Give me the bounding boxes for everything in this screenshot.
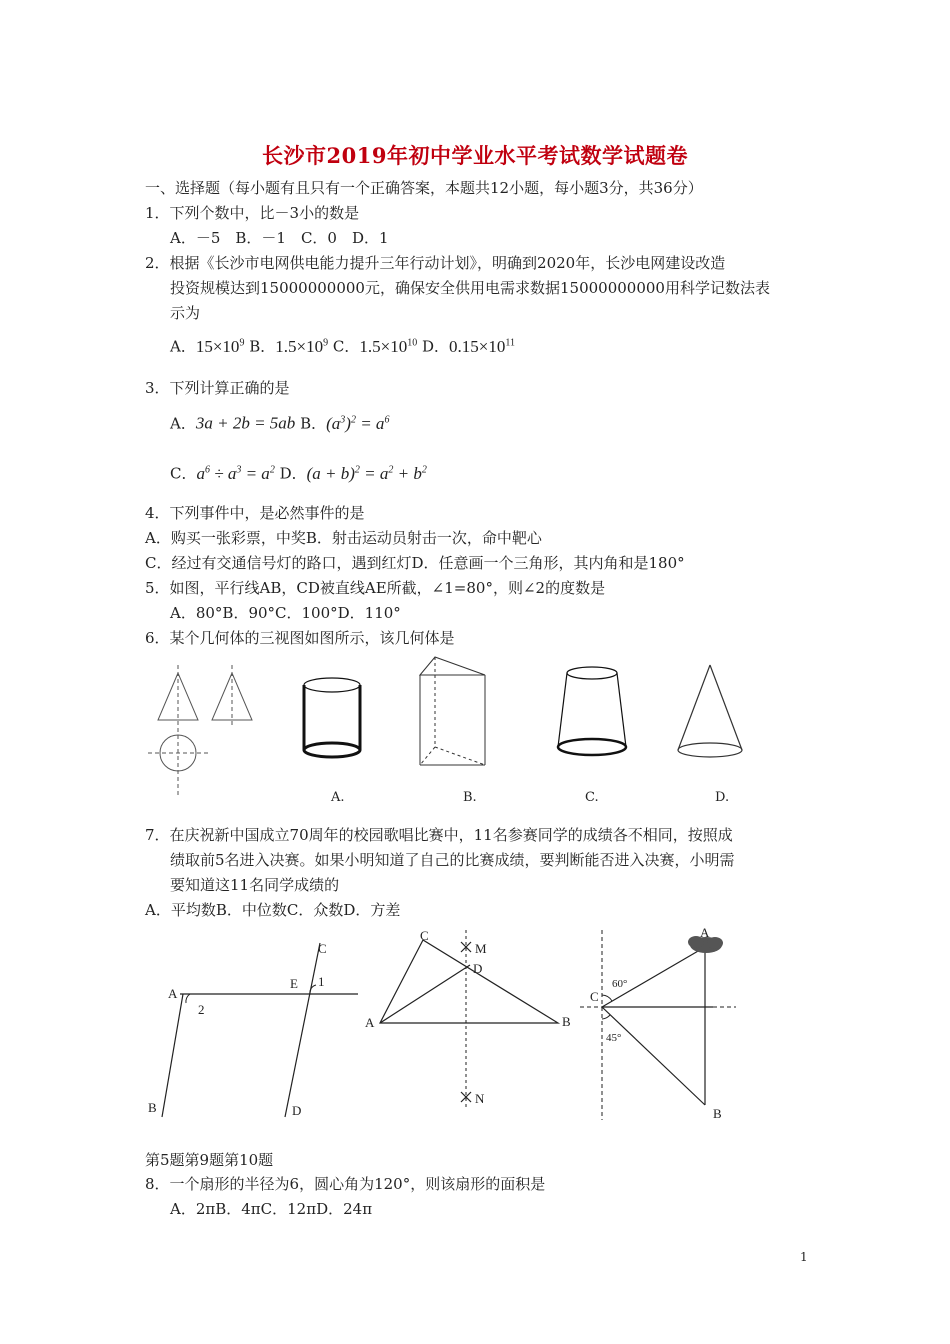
q4-stem: 4．下列事件中，是必然事件的是 [145, 504, 365, 522]
figure-q10 [580, 930, 736, 1120]
figure-q5 [162, 943, 358, 1117]
q3-opt-d: D． [279, 464, 307, 483]
q3-opt-a: A． [170, 414, 196, 433]
section-heading: 一、选择题（每小题有且只有一个正确答案，本题共12小题，每小题3分，共36分） [145, 179, 703, 197]
q3-stem: 3．下列计算正确的是 [145, 379, 290, 397]
fig5-label-e: E [290, 976, 298, 991]
q3-opt-c: C． [170, 464, 197, 483]
q1-stem: 1．下列个数中，比－3小的数是 [145, 204, 360, 222]
q3-math-a: 3a + 2b = 5ab [195, 413, 296, 433]
fig10-label-b: B [713, 1106, 722, 1121]
fig5-label-2: 2 [198, 1002, 205, 1017]
q2-math-d: $0.15\times 10^{11}$ [449, 336, 515, 356]
fig10-label-60: 60° [612, 978, 628, 990]
q7-options: A．平均数B．中位数C．众数D．方差 [145, 901, 401, 919]
q5-stem: 5．如图，平行线AB，CD被直线AE所截，∠1=80°，则∠2的度数是 [145, 579, 606, 597]
page-title: 长沙市2019年初中学业水平考试数学试题卷 [262, 143, 688, 168]
three-views-figure [148, 665, 252, 795]
q3-opt-b: B． [300, 414, 327, 433]
q2-math-b: $1.5\times 10^9$ [275, 336, 329, 356]
figures-row [140, 925, 760, 1125]
q2-opt-d: D． [421, 337, 450, 356]
q8-options: A．2πB．4πC．12πD．24π [170, 1200, 373, 1218]
fig5-label-a: A [168, 986, 178, 1001]
q3-math-c: $a^6 \div a^3 = a^2$ [196, 463, 275, 483]
option-a-cylinder [304, 678, 360, 757]
q2-math-c: $1.5\times 10^{10}$ [359, 336, 418, 356]
option-b-prism [420, 657, 485, 765]
q6-label-c: C. [585, 790, 599, 805]
q6-label-d: D. [715, 790, 730, 805]
q6-label-b: B. [463, 790, 477, 805]
fig5-label-c: C [318, 941, 327, 956]
q2-line2: 投资规模达到15000000000元，确保安全供用电需求数据15000000000用科学记数法表 [170, 279, 770, 297]
fig5-label-b: B [148, 1100, 157, 1115]
q4-line1: A．购买一张彩票，中奖B．射击运动员射击一次，命中靶心 [145, 529, 542, 547]
q2-line3: 示为 [170, 304, 201, 322]
fig5-label-d: D [292, 1103, 302, 1118]
q8-stem: 8．一个扇形的半径为6，圆心角为120°，则该扇形的面积是 [145, 1175, 546, 1193]
q3-math-b: $(a^3)^2 = a^6$ [326, 413, 390, 433]
q7-line1: 7．在庆祝新中国成立70周年的校园歌唱比赛中，11名参赛同学的成绩各不相同，按照成 [145, 826, 733, 844]
q3-options-ab [170, 410, 389, 434]
fig9-label-d: D [473, 961, 483, 976]
fig9-label-c: C [420, 928, 429, 943]
page-number: 1 [800, 1250, 808, 1264]
q2-math-a: $15\times 10^9$ [195, 336, 245, 356]
figure-q9 [380, 930, 558, 1110]
q6-label-a: A. [331, 790, 345, 805]
fig9-label-m: M [475, 941, 487, 956]
fig9-label-n: N [475, 1091, 485, 1106]
q3-options-cd [170, 460, 427, 484]
q2-opt-a: A． [170, 337, 196, 356]
q2-options [170, 333, 515, 357]
fig10-label-45: 45° [606, 1032, 622, 1044]
q5-options: A．80°B．90°C．100°D．110° [170, 604, 401, 622]
figures-caption: 第5题第9题第10题 [145, 1151, 274, 1169]
fig9-label-a: A [365, 1015, 375, 1030]
fig9-label-b: B [562, 1014, 571, 1029]
q6-stem: 6．某个几何体的三视图如图所示，该几何体是 [145, 629, 455, 647]
fig10-label-c: C [590, 989, 599, 1004]
fig5-label-1: 1 [318, 974, 325, 989]
option-d-cone [678, 665, 742, 757]
q2-opt-b: B． [249, 337, 276, 356]
fig10-label-a: A [700, 925, 710, 940]
q2-line1: 2．根据《长沙市电网供电能力提升三年行动计划》，明确到2020年，长沙电网建设改造 [145, 254, 726, 272]
q7-line2: 绩取前5名进入决赛。如果小明知道了自己的比赛成绩，要判断能否进入决赛，小明需 [170, 851, 735, 869]
option-c-frustum [558, 667, 626, 755]
q2-opt-c: C． [332, 337, 360, 356]
q1-options: A．－5 B．－1 C．0 D．1 [170, 229, 389, 247]
q4-line2: C．经过有交通信号灯的路口，遇到红灯D．任意画一个三角形，其内角和是180° [145, 554, 685, 572]
q6-figure [140, 655, 780, 810]
q7-line3: 要知道这11名同学成绩的 [170, 876, 340, 894]
q3-math-d: $(a + b)^2 = a^2 + b^2$ [306, 463, 427, 483]
